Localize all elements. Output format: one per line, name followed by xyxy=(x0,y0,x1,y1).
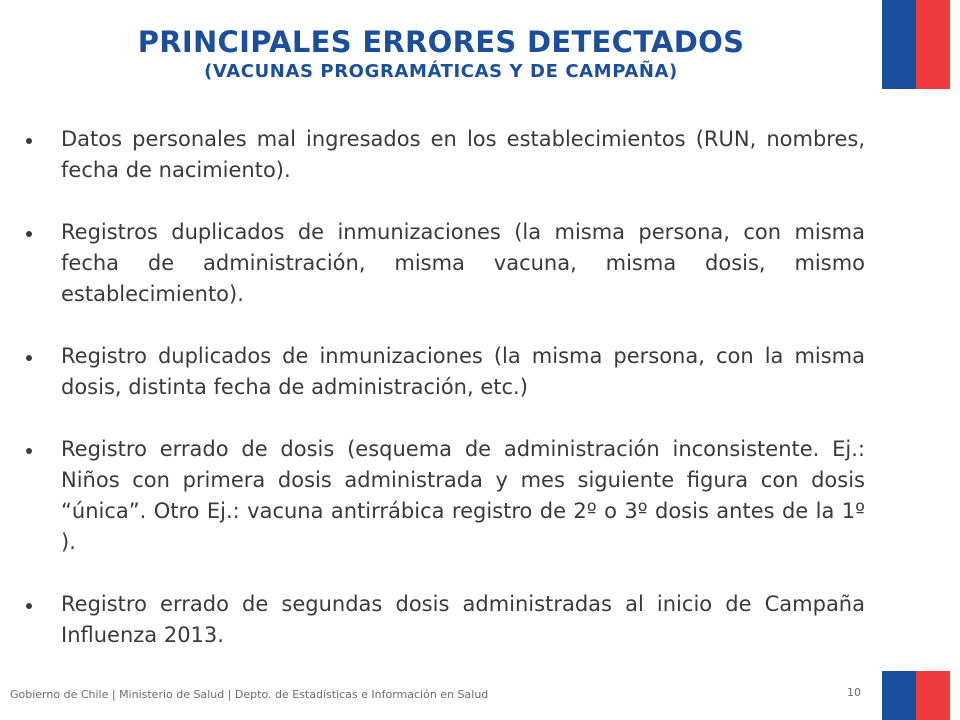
red-stripe xyxy=(916,671,950,720)
chile-flag-stripes-top xyxy=(882,0,950,89)
slide-subtitle: (VACUNAS PROGRAMÁTICAS Y DE CAMPAÑA) xyxy=(204,61,678,82)
page-number: 10 xyxy=(847,686,861,699)
title-block xyxy=(0,24,882,84)
error-item xyxy=(26,341,865,403)
slide-title: PRINCIPALES ERRORES DETECTADOS xyxy=(137,25,745,59)
footer-credits: Gobierno de Chile | Ministerio de Salud | Depto. de Estadísticas e Información en Salud xyxy=(10,688,489,701)
bullet-icon xyxy=(26,603,32,609)
error-item-text: Registro duplicados de inmunizaciones (la misma persona, con la misma dosis, distinta fecha de administración, etc.) xyxy=(61,344,865,399)
bullet-icon xyxy=(26,448,32,454)
bullet-icon xyxy=(26,231,32,237)
red-stripe xyxy=(916,0,950,89)
bullet-icon xyxy=(26,355,32,361)
error-list xyxy=(26,124,865,651)
error-item-text: Datos personales mal ingresados en los establecimientos (RUN, nombres, fecha de nacimiento). xyxy=(61,127,865,182)
error-item-text: Registro errado de segundas dosis administradas al inicio de Campaña Influenza 2013. xyxy=(61,592,865,647)
error-item xyxy=(26,434,865,558)
error-item xyxy=(26,589,865,651)
bullet-icon xyxy=(26,138,32,144)
blue-stripe xyxy=(882,671,916,720)
error-item xyxy=(26,217,865,310)
blue-stripe xyxy=(882,0,916,89)
chile-flag-stripes-bottom xyxy=(882,671,950,720)
error-item-text: Registros duplicados de inmunizaciones (la misma persona, con misma fecha de administración, misma vacuna, misma dosis, mismo establecimiento). xyxy=(61,220,865,306)
error-item xyxy=(26,124,865,186)
error-item-text: Registro errado de dosis (esquema de administración inconsistente. Ej.: Niños con primera dosis administrada y mes siguiente figura con dosis “única”. Otro Ej.: vacuna antirrábica registro de 2º o 3º dosis antes de la 1º ). xyxy=(61,437,865,554)
